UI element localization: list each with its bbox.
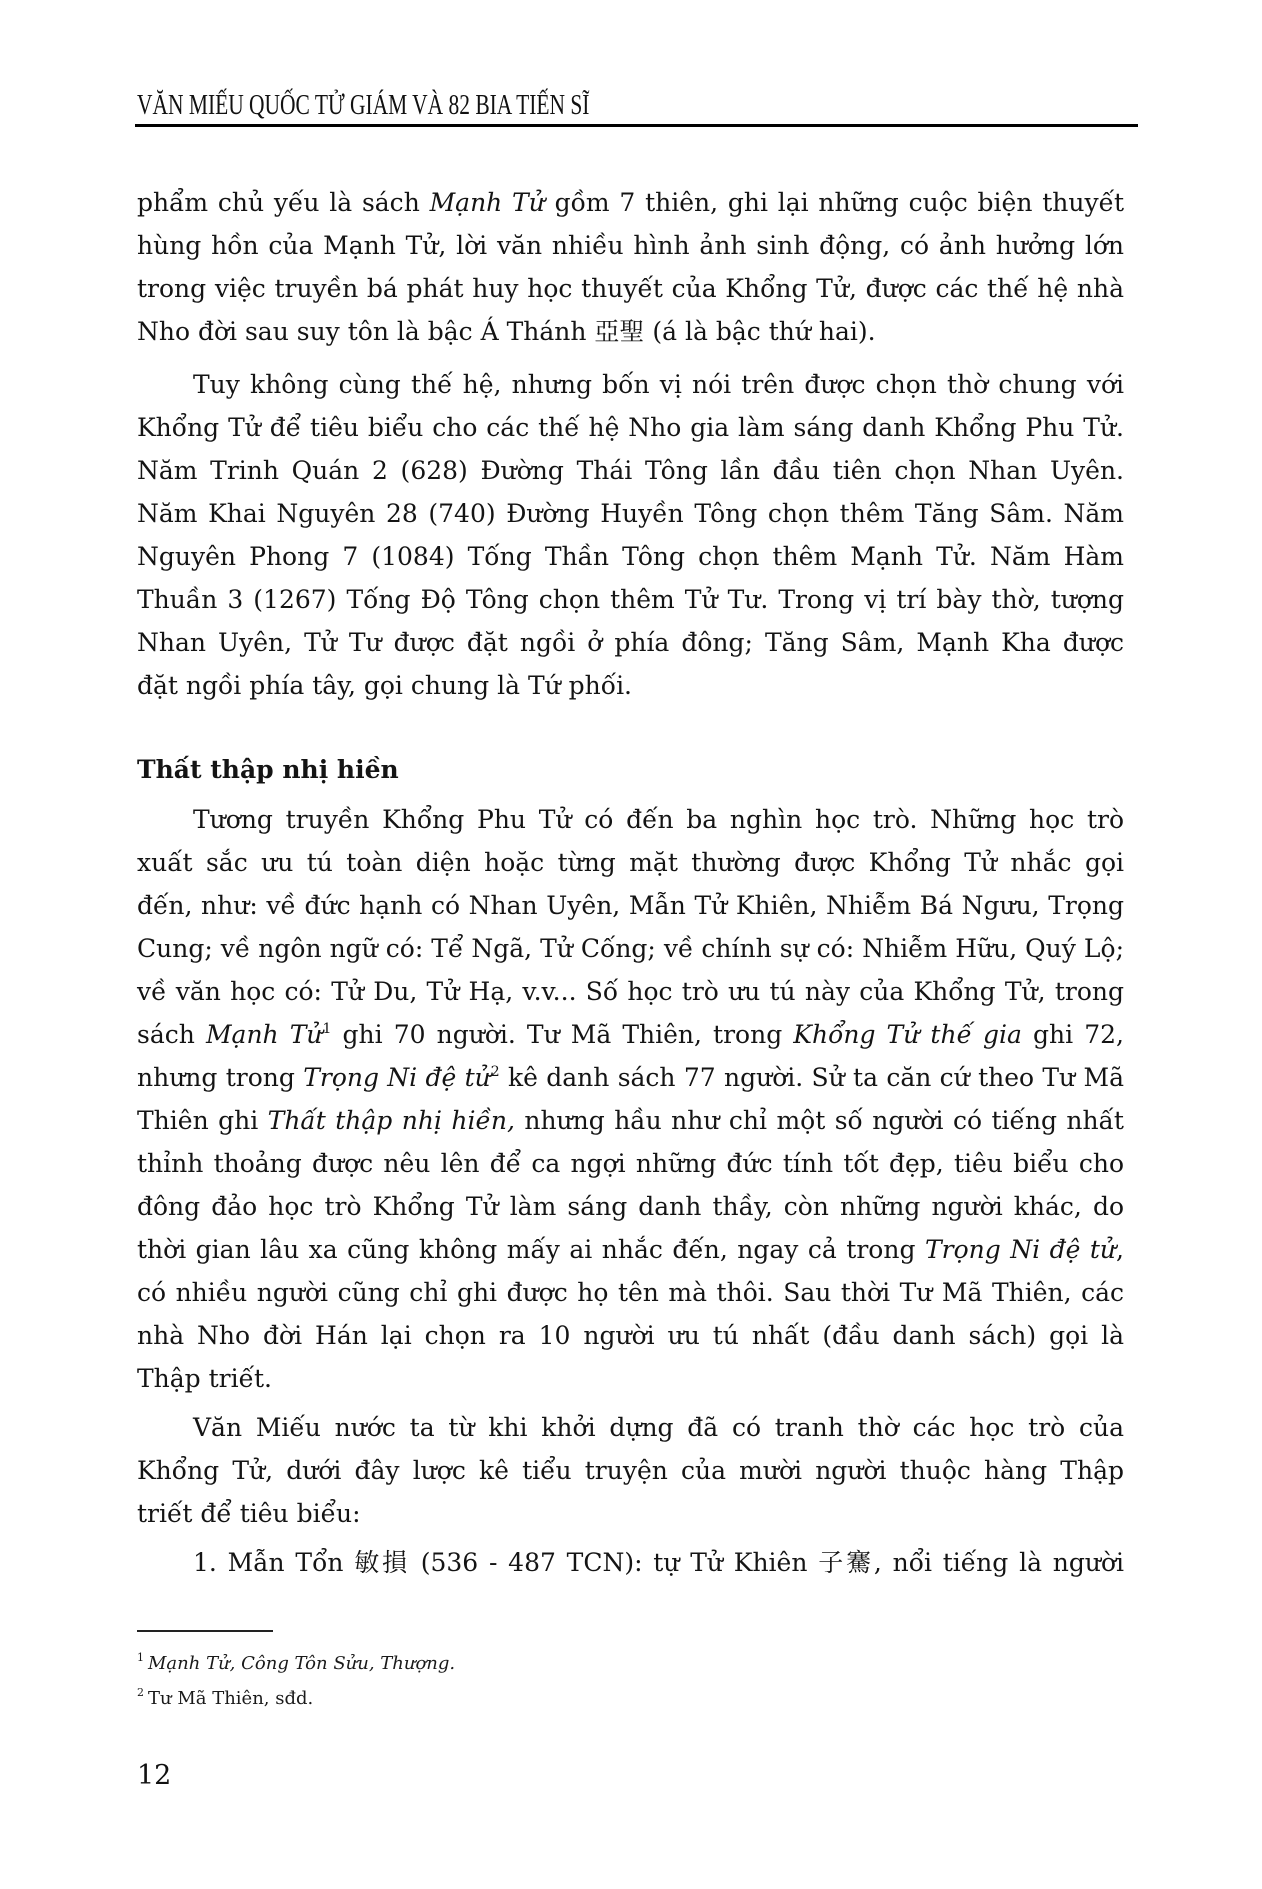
section-heading: Thất thập nhị hiền [137, 755, 399, 784]
footnote-separator [137, 1630, 273, 1632]
paragraph-2 [137, 363, 1124, 707]
text-line: 1. Mẫn Tổn 敏損 (536 - 487 TCN): tự Tử Khiên 子騫, nổi tiếng là người [193, 1548, 1124, 1577]
text-line: Thuần 3 (1267) Tống Độ Tông chọn thêm Tử Tư. Trong vị trí bày thờ, tượng [137, 585, 1124, 614]
text-run: gồm 7 thiên, ghi lại những cuộc biện thuyết [544, 188, 1124, 217]
italic-title: Mạnh Tử [205, 1020, 323, 1049]
italic-title: Khổng Tử thế gia [793, 1020, 1022, 1049]
text-line [137, 1099, 1124, 1142]
text-line: xuất sắc ưu tú toàn diện hoặc từng mặt thường được Khổng Tử nhắc gọi [137, 848, 1124, 877]
text-run: sách [137, 1020, 206, 1049]
text-line: Thập triết. [137, 1364, 272, 1393]
text-run: , [1116, 1235, 1124, 1264]
paragraph-3 [137, 798, 1124, 1400]
text-line: Khổng Tử, dưới đây lược kê tiểu truyện của mười người thuộc hàng Thập [137, 1456, 1124, 1485]
footnote-1 [137, 1646, 837, 1681]
text-line: triết để tiêu biểu: [137, 1499, 361, 1528]
text-run: nhưng trong [137, 1063, 304, 1092]
footnote-text: Tư Mã Thiên, sđd. [148, 1688, 314, 1709]
text-run: phẩm chủ yếu là sách [137, 188, 430, 217]
paragraph-4 [137, 1406, 1124, 1535]
text-line: Nguyên Phong 7 (1084) Tống Thần Tông chọn thêm Mạnh Tử. Năm Hàm [137, 542, 1124, 571]
text-line: Năm Khai Nguyên 28 (740) Đường Huyền Tông chọn thêm Tăng Sâm. Năm [137, 499, 1124, 528]
footnote-mark: 2 [137, 1686, 144, 1699]
text-line [137, 1056, 1124, 1099]
footnote-mark: 1 [137, 1651, 144, 1664]
italic-title: Trọng Ni đệ tử [303, 1063, 491, 1092]
paragraph-1 [137, 181, 1124, 353]
text-line: về văn học có: Tử Du, Tử Hạ, v.v... Số học trò ưu tú này của Khổng Tử, trong [137, 977, 1124, 1006]
text-run: kê danh sách 77 người. Sử ta căn cứ theo Tư Mã [499, 1063, 1124, 1092]
text-line: trong việc truyền bá phát huy học thuyết của Khổng Tử, được các thế hệ nhà [137, 274, 1124, 303]
text-line [137, 181, 1124, 224]
italic-title: Mạnh Tử [429, 188, 545, 217]
running-head: VĂN MIẾU QUỐC TỬ GIÁM VÀ 82 BIA TIẾN SĨ [137, 89, 590, 121]
text-run: ghi 72, [1021, 1020, 1124, 1049]
text-line: có nhiều người cũng chỉ ghi được họ tên mà thôi. Sau thời Tư Mã Thiên, các [137, 1278, 1124, 1307]
text-line [137, 1013, 1124, 1056]
page-number: 12 [137, 1760, 172, 1791]
text-run: thời gian lâu xa cũng không mấy ai nhắc đến, ngay cả trong [137, 1235, 925, 1264]
text-line: Tuy không cùng thế hệ, nhưng bốn vị nói trên được chọn thờ chung với [193, 370, 1124, 399]
footnote-ref-1[interactable]: 1 [322, 1021, 332, 1037]
text-run: Thiên ghi [137, 1106, 268, 1135]
italic-title: Trọng Ni đệ tử [924, 1235, 1117, 1264]
list-item-1 [137, 1541, 1124, 1584]
text-run: ghi 70 người. Tư Mã Thiên, trong [331, 1020, 794, 1049]
text-line: hùng hồn của Mạnh Tử, lời văn nhiều hình ảnh sinh động, có ảnh hưởng lớn [137, 231, 1124, 260]
text-line: đến, như: về đức hạnh có Nhan Uyên, Mẫn Tử Khiên, Nhiễm Bá Ngưu, Trọng [137, 891, 1124, 920]
text-line: Khổng Tử để tiêu biểu cho các thế hệ Nho gia làm sáng danh Khổng Phu Tử. [137, 413, 1124, 442]
text-line [137, 1228, 1124, 1271]
text-line: Nho đời sau suy tôn là bậc Á Thánh 亞聖 (á là bậc thứ hai). [137, 317, 876, 346]
italic-title: Thất thập nhị hiền, [267, 1106, 515, 1135]
footnote-2 [137, 1681, 837, 1716]
footnotes [137, 1646, 837, 1716]
text-line: Văn Miếu nước ta từ khi khởi dựng đã có tranh thờ các học trò của [193, 1413, 1124, 1442]
body-text [137, 181, 1124, 1586]
footnote-ref-2[interactable]: 2 [490, 1064, 500, 1080]
text-line: Năm Trinh Quán 2 (628) Đường Thái Tông lần đầu tiên chọn Nhan Uyên. [137, 456, 1124, 485]
text-line: đặt ngồi phía tây, gọi chung là Tứ phối. [137, 671, 633, 700]
text-line: Nhan Uyên, Tử Tư được đặt ngồi ở phía đông; Tăng Sâm, Mạnh Kha được [137, 628, 1124, 657]
text-run: nhưng hầu như chỉ một số người có tiếng nhất [514, 1106, 1124, 1135]
text-line: Cung; về ngôn ngữ có: Tể Ngã, Tử Cống; về chính sự có: Nhiễm Hữu, Quý Lộ; [137, 934, 1124, 963]
text-line: thỉnh thoảng được nêu lên để ca ngợi những đức tính tốt đẹp, tiêu biểu cho [137, 1149, 1124, 1178]
footnote-text: Mạnh Tử, Công Tôn Sửu, Thượng. [148, 1653, 456, 1674]
text-line: Tương truyền Khổng Phu Tử có đến ba nghìn học trò. Những học trò [193, 805, 1124, 834]
header-rule [135, 124, 1138, 127]
text-line: đông đảo học trò Khổng Tử làm sáng danh thầy, còn những người khác, do [137, 1192, 1124, 1221]
text-line: nhà Nho đời Hán lại chọn ra 10 người ưu tú nhất (đầu danh sách) gọi là [137, 1321, 1124, 1350]
